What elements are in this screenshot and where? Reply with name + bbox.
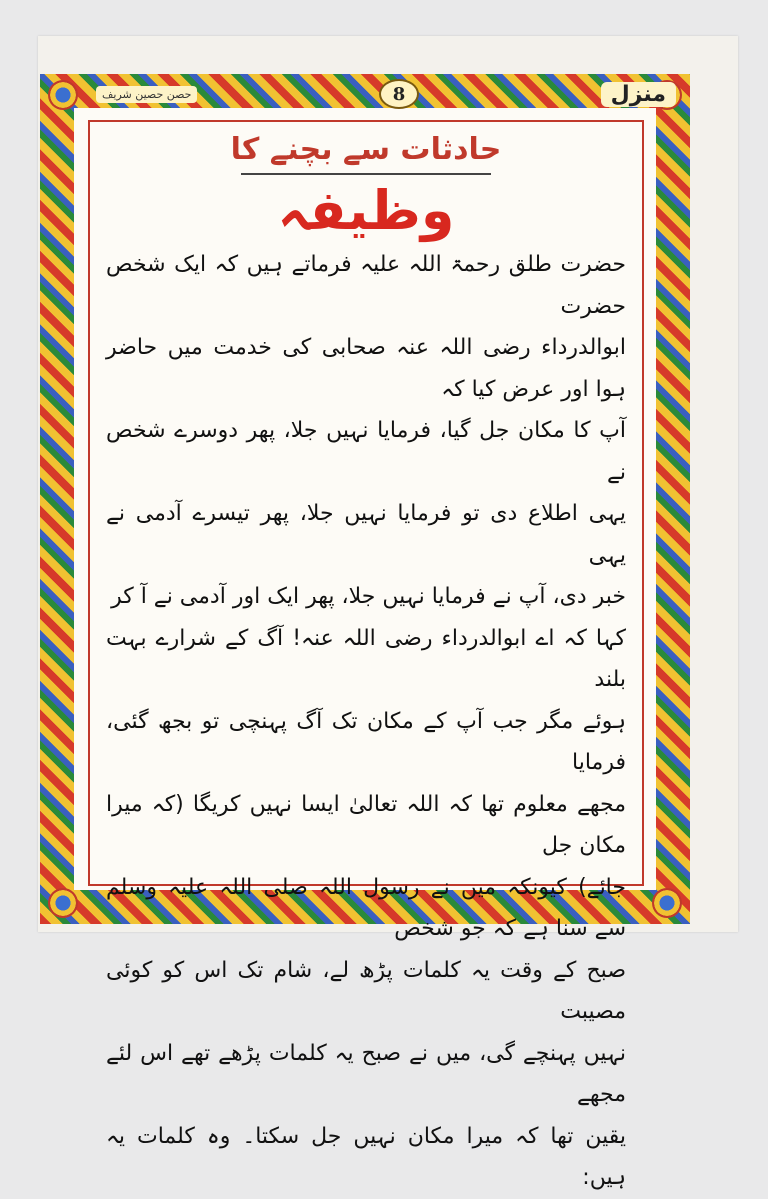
page-content bbox=[92, 126, 640, 1191]
book-title-label: حصن حصین شریف bbox=[96, 86, 197, 103]
page-number: 8 bbox=[379, 79, 419, 109]
subtitle-divider bbox=[241, 173, 491, 175]
body-paragraph bbox=[92, 244, 640, 1199]
text-line: صبح کے وقت یہ کلمات پڑھ لے، شام تک اس کو کوئی مصیبت bbox=[106, 957, 626, 1025]
corner-ornament-icon bbox=[48, 80, 78, 110]
page-title: وظیفہ bbox=[277, 179, 455, 242]
text-line: مجھے معلوم تھا کہ اللہ تعالیٰ ایسا نہیں کریگا (کہ میرا مکان جل bbox=[106, 791, 626, 859]
text-line: نہیں پہنچے گی، میں نے صبح یہ کلمات پڑھے تھے اس لئے مجھے bbox=[106, 1040, 626, 1108]
text-line: حضرت طلق رحمۃ اللہ علیہ فرماتے ہیں کہ ایک شخص حضرت bbox=[106, 252, 626, 319]
text-line: یہی اطلاع دی تو فرمایا نہیں جلا، پھر تیسرے آدمی نے یہی bbox=[106, 501, 626, 568]
text-line: یقین تھا کہ میرا مکان نہیں جل سکتا۔ وہ کلمات یہ ہیں: bbox=[106, 1123, 626, 1191]
text-line: کہا کہ اے ابوالدرداء رضی اللہ عنہ! آگ کے شرارے بہت بلند bbox=[106, 625, 626, 693]
manzil-label: منزل bbox=[601, 82, 676, 107]
page-header bbox=[96, 80, 676, 108]
text-line: ابوالدرداء رضی اللہ عنہ صحابی کی خدمت میں حاضر ہوا اور عرض کیا کہ bbox=[106, 335, 626, 402]
text-line: جائے) کیونکہ میں نے رسول اللہ صلی اللہ علیہ وسلم سے سنا ہے کہ جو شخص bbox=[106, 874, 626, 942]
corner-ornament-icon bbox=[48, 888, 78, 918]
corner-ornament-icon bbox=[652, 888, 682, 918]
text-line: ہوئے مگر جب آپ کے مکان تک آگ پہنچی تو بجھ گئی، فرمایا bbox=[106, 708, 626, 776]
text-line: خبر دی، آپ نے فرمایا نہیں جلا، پھر ایک اور آدمی نے آ کر bbox=[111, 584, 626, 610]
text-line: آپ کا مکان جل گیا، فرمایا نہیں جلا، پھر دوسرے شخص نے bbox=[106, 418, 626, 485]
subtitle: حادثات سے بچنے کا bbox=[230, 132, 502, 167]
